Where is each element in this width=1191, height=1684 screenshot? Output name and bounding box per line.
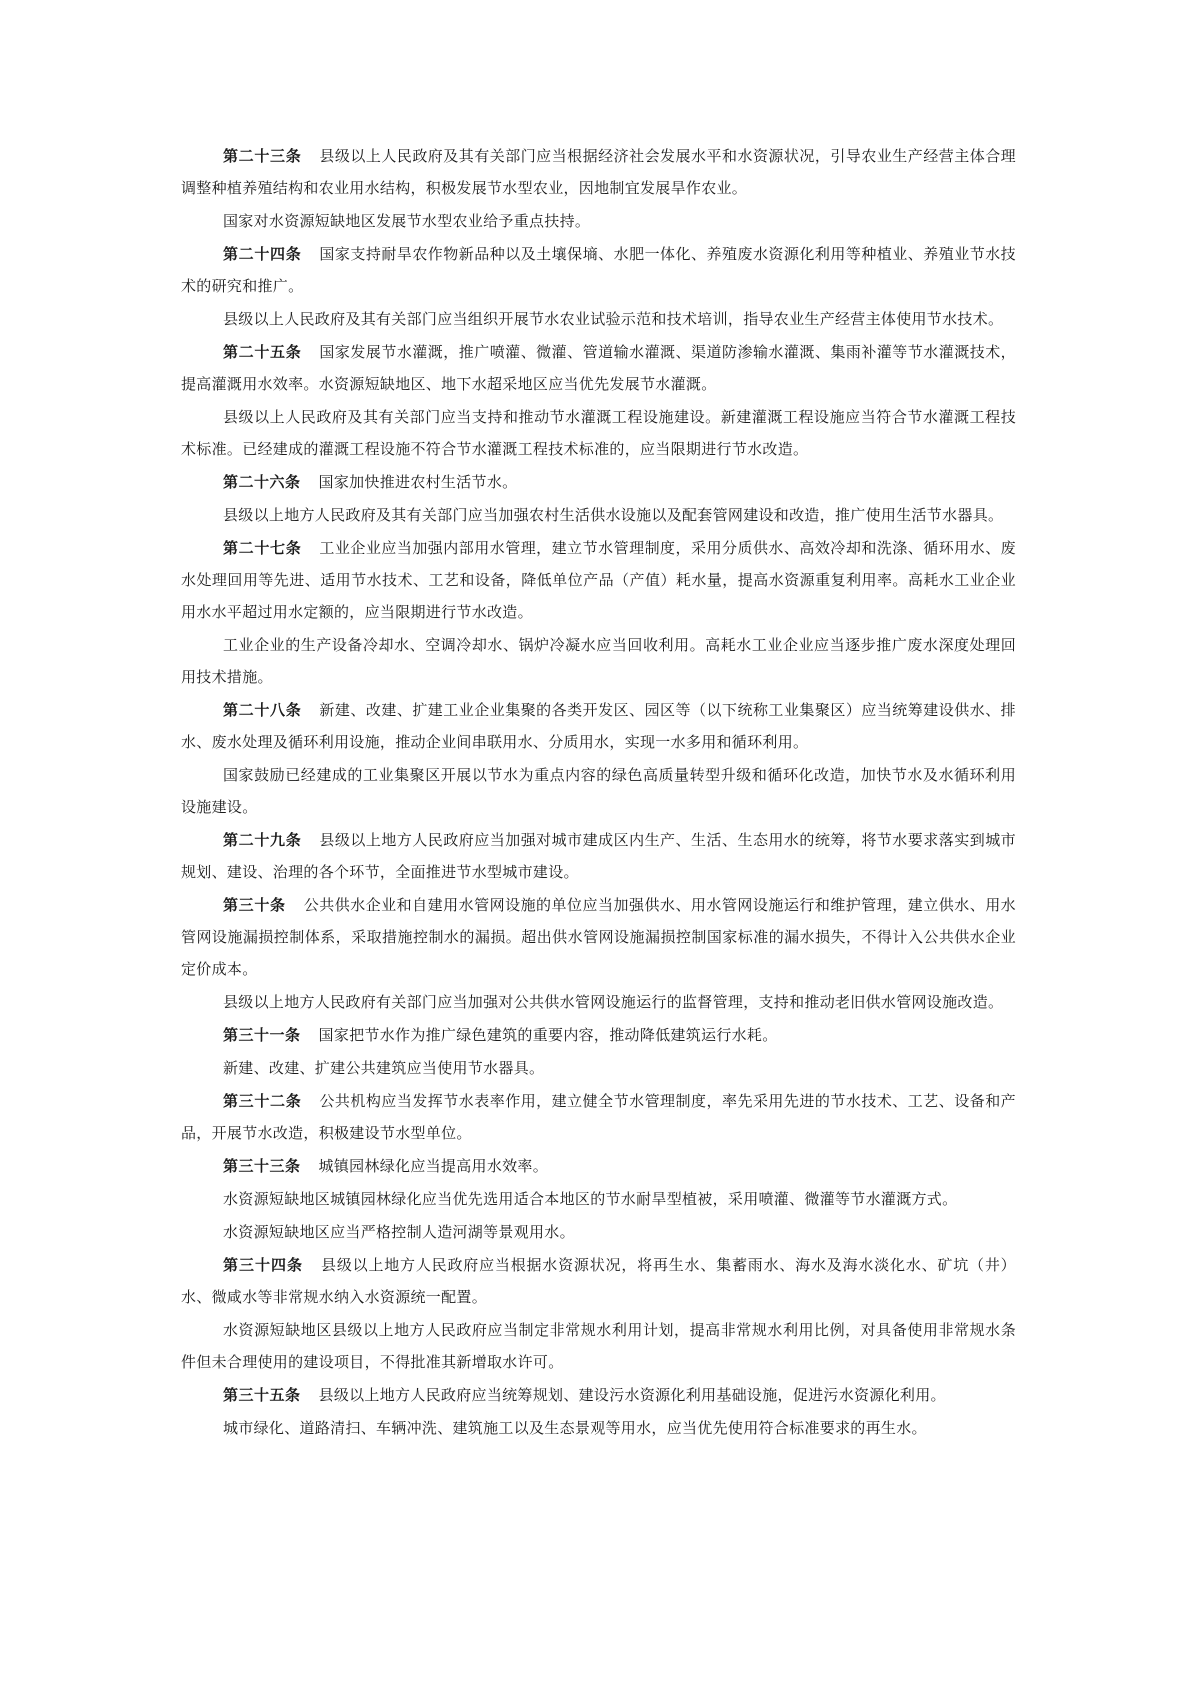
paragraph xyxy=(181,1052,1016,1084)
paragraph xyxy=(181,205,1016,237)
paragraph-text: 城市绿化、道路清扫、车辆冲洗、建筑施工以及生态景观等用水，应当优先使用符合标准要求的再生水。 xyxy=(223,1419,927,1437)
paragraph xyxy=(181,1379,1016,1411)
paragraph-text: 县级以上地方人民政府有关部门应当加强对公共供水管网设施运行的监督管理，支持和推动老旧供水管网设施改造。 xyxy=(223,993,1004,1011)
article-number: 第三十四条 xyxy=(223,1256,304,1274)
article-number: 第三十一条 xyxy=(223,1026,301,1044)
paragraph-text: 水资源短缺地区县级以上地方人民政府应当制定非常规水利用计划，提高非常规水利用比例，对具备使用非常规水条件但未合理使用的建设项目，不得批准其新增取水许可。 xyxy=(181,1321,1016,1371)
paragraph-text: 工业企业应当加强内部用水管理，建立节水管理制度，采用分质供水、高效冷却和洗涤、循环用水、废水处理回用等先进、适用节水技术、工艺和设备，降低单位产品（产值）耗水量，提高水资源重复利用率。高耗水工业企业用水水平超过用水定额的，应当限期进行节水改造。 xyxy=(181,539,1016,621)
article-number: 第二十八条 xyxy=(223,701,302,719)
paragraph-text: 县级以上地方人民政府应当统筹规划、建设污水资源化利用基础设施，促进污水资源化利用。 xyxy=(318,1386,946,1404)
article-number: 第二十六条 xyxy=(223,473,301,491)
paragraph xyxy=(181,140,1016,204)
paragraph-text: 国家发展节水灌溉，推广喷灌、微灌、管道输水灌溉、渠道防渗输水灌溉、集雨补灌等节水灌溉技术，提高灌溉用水效率。水资源短缺地区、地下水超采地区应当优先发展节水灌溉。 xyxy=(181,343,1016,393)
paragraph xyxy=(181,303,1016,335)
paragraph xyxy=(181,336,1016,400)
paragraph xyxy=(181,1412,1016,1444)
paragraph xyxy=(181,1314,1016,1378)
document-body xyxy=(181,140,1016,1445)
paragraph xyxy=(181,401,1016,465)
paragraph xyxy=(181,629,1016,693)
paragraph xyxy=(181,1216,1016,1248)
paragraph-text: 国家加快推进农村生活节水。 xyxy=(318,473,518,491)
paragraph-text: 县级以上地方人民政府及其有关部门应当加强农村生活供水设施以及配套管网建设和改造，推广使用生活节水器具。 xyxy=(223,506,1004,524)
paragraph xyxy=(181,466,1016,498)
paragraph-text: 县级以上人民政府及其有关部门应当组织开展节水农业试验示范和技术培训，指导农业生产经营主体使用节水技术。 xyxy=(223,310,1004,328)
paragraph-text: 水资源短缺地区城镇园林绿化应当优先选用适合本地区的节水耐旱型植被，采用喷灌、微灌等节水灌溉方式。 xyxy=(223,1190,958,1208)
paragraph-text: 新建、改建、扩建公共建筑应当使用节水器具。 xyxy=(223,1059,545,1077)
paragraph-text: 国家鼓励已经建成的工业集聚区开展以节水为重点内容的绿色高质量转型升级和循环化改造，加快节水及水循环利用设施建设。 xyxy=(181,766,1016,816)
article-number: 第三十三条 xyxy=(223,1157,301,1175)
paragraph xyxy=(181,1249,1016,1313)
paragraph xyxy=(181,1019,1016,1051)
paragraph xyxy=(181,889,1016,985)
paragraph-text: 县级以上人民政府及其有关部门应当支持和推动节水灌溉工程设施建设。新建灌溉工程设施应当符合节水灌溉工程技术标准。已经建成的灌溉工程设施不符合节水灌溉工程技术标准的，应当限期进行节水改造。 xyxy=(181,408,1016,458)
paragraph xyxy=(181,694,1016,758)
paragraph-text: 工业企业的生产设备冷却水、空调冷却水、锅炉冷凝水应当回收利用。高耗水工业企业应当逐步推广废水深度处理回用技术措施。 xyxy=(181,636,1016,686)
article-number: 第三十二条 xyxy=(223,1092,302,1110)
article-number: 第二十三条 xyxy=(223,147,302,165)
article-number: 第二十五条 xyxy=(223,343,302,361)
paragraph xyxy=(181,759,1016,823)
paragraph-text: 国家把节水作为推广绿色建筑的重要内容，推动降低建筑运行水耗。 xyxy=(318,1026,778,1044)
paragraph-text: 国家对水资源短缺地区发展节水型农业给予重点扶持。 xyxy=(223,212,591,230)
article-number: 第三十条 xyxy=(223,896,286,914)
paragraph-text: 新建、改建、扩建工业企业集聚的各类开发区、园区等（以下统称工业集聚区）应当统筹建设供水、排水、废水处理及循环利用设施，推动企业间串联用水、分质用水，实现一水多用和循环利用。 xyxy=(181,701,1016,751)
paragraph xyxy=(181,1085,1016,1149)
paragraph-text: 水资源短缺地区应当严格控制人造河湖等景观用水。 xyxy=(223,1223,575,1241)
article-number: 第二十四条 xyxy=(223,245,302,263)
paragraph xyxy=(181,1183,1016,1215)
paragraph xyxy=(181,499,1016,531)
article-number: 第二十九条 xyxy=(223,831,302,849)
paragraph-text: 县级以上人民政府及其有关部门应当根据经济社会发展水平和水资源状况，引导农业生产经营主体合理调整种植养殖结构和农业用水结构，积极发展节水型农业，因地制宜发展旱作农业。 xyxy=(181,147,1016,197)
article-number: 第二十七条 xyxy=(223,539,302,557)
paragraph xyxy=(181,532,1016,628)
paragraph-text: 公共供水企业和自建用水管网设施的单位应当加强供水、用水管网设施运行和维护管理，建立供水、用水管网设施漏损控制体系，采取措施控制水的漏损。超出供水管网设施漏损控制国家标准的漏水损失，不得计入公共供水企业定价成本。 xyxy=(181,896,1016,978)
paragraph xyxy=(181,824,1016,888)
paragraph-text: 县级以上地方人民政府应当根据水资源状况，将再生水、集蓄雨水、海水及海水淡化水、矿坑（井）水、微咸水等非常规水纳入水资源统一配置。 xyxy=(181,1256,1016,1306)
article-number: 第三十五条 xyxy=(223,1386,301,1404)
paragraph xyxy=(181,238,1016,302)
paragraph-text: 县级以上地方人民政府应当加强对城市建成区内生产、生活、生态用水的统筹，将节水要求落实到城市规划、建设、治理的各个环节，全面推进节水型城市建设。 xyxy=(181,831,1016,881)
paragraph xyxy=(181,986,1016,1018)
paragraph-text: 国家支持耐旱农作物新品种以及土壤保墒、水肥一体化、养殖废水资源化利用等种植业、养殖业节水技术的研究和推广。 xyxy=(181,245,1016,295)
paragraph-text: 城镇园林绿化应当提高用水效率。 xyxy=(318,1157,549,1175)
paragraph xyxy=(181,1150,1016,1182)
paragraph-text: 公共机构应当发挥节水表率作用，建立健全节水管理制度，率先采用先进的节水技术、工艺、设备和产品，开展节水改造，积极建设节水型单位。 xyxy=(181,1092,1016,1142)
